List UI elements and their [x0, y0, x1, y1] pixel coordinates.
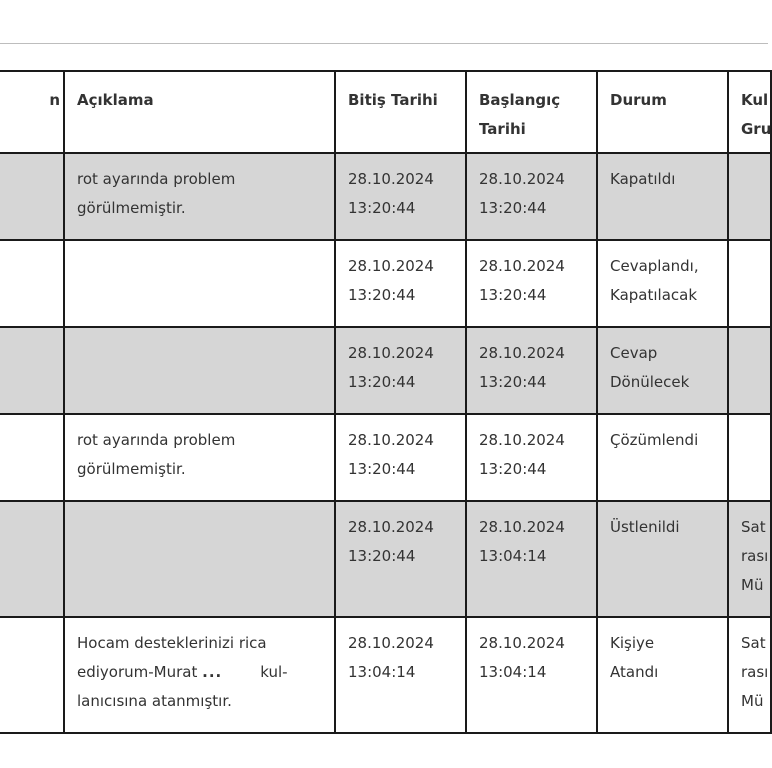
cell-status [597, 617, 728, 733]
table-row[interactable] [0, 501, 771, 617]
cell-end-date [335, 617, 466, 733]
user-group-text-2: rası [741, 547, 769, 565]
user-group-text-2: rası [741, 663, 769, 681]
status-text: Cevaplandı, [610, 257, 699, 275]
end-time: 13:20:44 [348, 373, 416, 391]
start-time: 13:04:14 [479, 663, 547, 681]
table-row[interactable] [0, 327, 771, 414]
cell-description [64, 501, 335, 617]
status-text-2: Atandı [610, 663, 659, 681]
status-text-2: Dönülecek [610, 373, 690, 391]
cell-end-date [335, 327, 466, 414]
cell-status [597, 327, 728, 414]
cell-description [64, 327, 335, 414]
cell-user-group [728, 501, 771, 617]
description-text-2: görülmemiştir. [77, 460, 186, 478]
cell-description [64, 153, 335, 240]
description-text: Hocam desteklerinizi rica [77, 634, 267, 652]
end-time: 13:20:44 [348, 199, 416, 217]
start-date: 28.10.2024 [479, 634, 565, 652]
status-text: Cevap [610, 344, 658, 362]
cell-end-date [335, 414, 466, 501]
column-header-description[interactable] [64, 71, 335, 153]
start-date: 28.10.2024 [479, 170, 565, 188]
column-header-user-group[interactable] [728, 71, 771, 153]
start-time: 13:20:44 [479, 286, 547, 304]
table-header-row [0, 71, 771, 153]
start-date: 28.10.2024 [479, 344, 565, 362]
table-row[interactable] [0, 414, 771, 501]
end-time: 13:20:44 [348, 460, 416, 478]
end-date: 28.10.2024 [348, 518, 434, 536]
column-header-start-date-label-2: Tarihi [479, 120, 526, 138]
top-divider [0, 43, 768, 44]
cell-description [64, 414, 335, 501]
end-date: 28.10.2024 [348, 634, 434, 652]
end-date: 28.10.2024 [348, 257, 434, 275]
start-date: 28.10.2024 [479, 518, 565, 536]
description-text-2b: kul- [260, 663, 288, 681]
user-group-text: Sat [741, 518, 766, 536]
status-text-2: Kapatılacak [610, 286, 698, 304]
cell-description [64, 240, 335, 327]
description-text: rot ayarında problem [77, 431, 236, 449]
column-header-start-date-label: Başlangıç [479, 91, 561, 109]
table-row[interactable] [0, 240, 771, 327]
cell-user-group [728, 414, 771, 501]
column-header-end-date[interactable] [335, 71, 466, 153]
description-ellipsis[interactable]: ... [202, 663, 223, 681]
column-header-description-label: Açıklama [77, 91, 154, 109]
table-row[interactable] [0, 617, 771, 733]
user-group-text: Sat [741, 634, 766, 652]
column-header-user-group-label: Kul [741, 91, 769, 109]
column-header-status-label: Durum [610, 91, 667, 109]
cell-status [597, 153, 728, 240]
column-header-cut-label: n [49, 91, 60, 109]
cell-description [64, 617, 335, 733]
cell-end-date [335, 501, 466, 617]
start-time: 13:20:44 [479, 199, 547, 217]
cell-status [597, 501, 728, 617]
cell-start-date [466, 414, 597, 501]
cell-cut [0, 501, 64, 617]
cell-user-group [728, 240, 771, 327]
cell-user-group [728, 617, 771, 733]
column-header-user-group-label-2: Gru [741, 120, 772, 138]
status-text: Çözümlendi [610, 431, 699, 449]
cell-cut [0, 153, 64, 240]
status-text: Kişiye [610, 634, 655, 652]
history-table [0, 70, 772, 734]
description-text: rot ayarında problem [77, 170, 236, 188]
table-row[interactable] [0, 153, 771, 240]
cell-start-date [466, 240, 597, 327]
column-header-status[interactable] [597, 71, 728, 153]
cell-start-date [466, 501, 597, 617]
description-text-3: lanıcısına atanmıştır. [77, 692, 232, 710]
cell-cut [0, 240, 64, 327]
user-group-text-3: Mü [741, 692, 764, 710]
description-text-2: görülmemiştir. [77, 199, 186, 217]
status-text: Üstlenildi [610, 518, 680, 536]
cell-cut [0, 414, 64, 501]
start-time: 13:04:14 [479, 547, 547, 565]
start-date: 28.10.2024 [479, 431, 565, 449]
column-header-start-date[interactable] [466, 71, 597, 153]
cell-start-date [466, 327, 597, 414]
cell-cut [0, 617, 64, 733]
description-text-2a: ediyorum-Murat [77, 663, 198, 681]
end-date: 28.10.2024 [348, 344, 434, 362]
cell-cut [0, 327, 64, 414]
end-date: 28.10.2024 [348, 170, 434, 188]
cell-end-date [335, 240, 466, 327]
start-date: 28.10.2024 [479, 257, 565, 275]
cell-user-group [728, 327, 771, 414]
cell-user-group [728, 153, 771, 240]
end-time: 13:04:14 [348, 663, 416, 681]
user-group-text-3: Mü [741, 576, 764, 594]
start-time: 13:20:44 [479, 460, 547, 478]
end-time: 13:20:44 [348, 286, 416, 304]
description-text-2 [77, 658, 322, 687]
column-header-cut[interactable] [0, 71, 64, 153]
column-header-end-date-label: Bitiş Tarihi [348, 91, 438, 109]
cell-start-date [466, 617, 597, 733]
cell-end-date [335, 153, 466, 240]
end-time: 13:20:44 [348, 547, 416, 565]
cell-start-date [466, 153, 597, 240]
start-time: 13:20:44 [479, 373, 547, 391]
cell-status [597, 240, 728, 327]
cell-status [597, 414, 728, 501]
status-text: Kapatıldı [610, 170, 676, 188]
end-date: 28.10.2024 [348, 431, 434, 449]
